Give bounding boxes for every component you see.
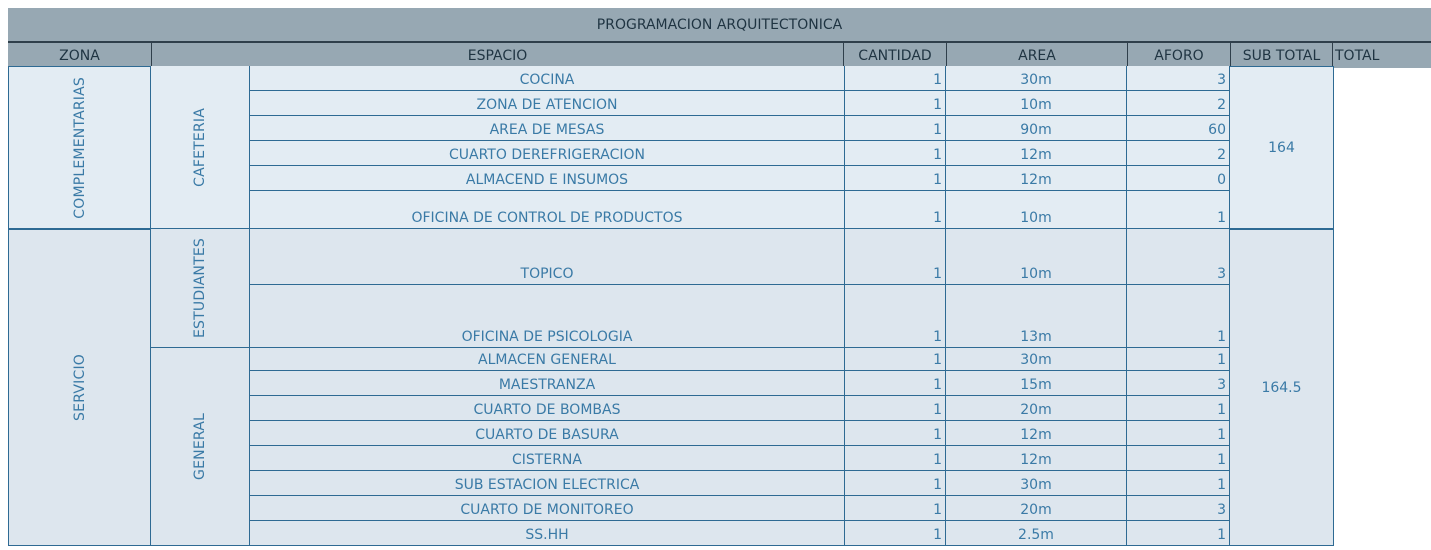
area-cell-text: 90m <box>1020 122 1052 138</box>
area-cell <box>946 521 1127 546</box>
area-cell-text: 10m <box>1020 266 1052 282</box>
espacio-cell <box>250 421 845 446</box>
aforo-cell <box>1127 66 1230 91</box>
area-cell-text: 15m <box>1020 377 1052 393</box>
area-cell-text: 10m <box>1020 210 1052 226</box>
aforo-cell <box>1127 141 1230 166</box>
espacio-cell <box>250 496 845 521</box>
cantidad-cell-text: 1 <box>933 377 942 393</box>
cantidad-cell-text: 1 <box>933 452 942 468</box>
espacio-cell <box>250 396 845 421</box>
header-zona: ZONA <box>8 41 151 68</box>
group-label: ESTUDIANTES <box>192 238 208 338</box>
aforo-cell-text: 1 <box>1217 477 1226 493</box>
cantidad-cell <box>845 371 946 396</box>
subtotal-cell <box>1230 229 1334 546</box>
area-cell-text: 13m <box>1020 329 1052 345</box>
cantidad-cell <box>845 348 946 371</box>
espacio-cell-text: CUARTO DE BASURA <box>475 427 619 443</box>
cantidad-cell-text: 1 <box>933 502 942 518</box>
area-cell-text: 12m <box>1020 427 1052 443</box>
cantidad-cell-text: 1 <box>933 172 942 188</box>
espacio-cell-text: ALMACEN GENERAL <box>478 352 616 368</box>
aforo-cell-text: 60 <box>1208 122 1226 138</box>
area-cell <box>946 229 1127 285</box>
cantidad-cell <box>845 446 946 471</box>
area-cell <box>946 371 1127 396</box>
espacio-cell <box>250 348 845 371</box>
cantidad-cell-text: 1 <box>933 122 942 138</box>
area-cell <box>946 471 1127 496</box>
group-label: CAFETERIA <box>192 107 208 187</box>
cantidad-cell <box>845 396 946 421</box>
area-cell-text: 10m <box>1020 97 1052 113</box>
espacio-cell-text: SS.HH <box>525 527 569 543</box>
cantidad-cell-text: 1 <box>933 477 942 493</box>
group-cell <box>151 229 250 348</box>
espacio-cell-text: TOPICO <box>520 266 574 282</box>
aforo-cell-text: 1 <box>1217 452 1226 468</box>
subtotal-value: 164.5 <box>1261 379 1302 396</box>
cantidad-cell-text: 1 <box>933 329 942 345</box>
area-cell-text: 20m <box>1020 402 1052 418</box>
espacio-cell <box>250 141 845 166</box>
espacio-cell-text: OFICINA DE CONTROL DE PRODUCTOS <box>411 210 683 226</box>
espacio-cell <box>250 191 845 229</box>
table-title: PROGRAMACION ARQUITECTONICA <box>8 8 1431 41</box>
espacio-cell-text: COCINA <box>519 72 575 88</box>
area-cell-text: 30m <box>1020 72 1052 88</box>
aforo-cell <box>1127 446 1230 471</box>
area-cell <box>946 191 1127 229</box>
area-cell-text: 30m <box>1020 477 1052 493</box>
area-cell-text: 12m <box>1020 147 1052 163</box>
cantidad-cell <box>845 521 946 546</box>
espacio-cell <box>250 66 845 91</box>
espacio-cell <box>250 446 845 471</box>
aforo-cell-text: 0 <box>1217 172 1226 188</box>
cantidad-cell-text: 1 <box>933 427 942 443</box>
espacio-cell-text: ALMACEND E INSUMOS <box>465 172 629 188</box>
espacio-cell <box>250 229 845 285</box>
area-cell <box>946 396 1127 421</box>
zone-cell <box>8 229 151 546</box>
header-area: AREA <box>946 41 1127 68</box>
espacio-cell <box>250 471 845 496</box>
area-cell-text: 30m <box>1020 352 1052 368</box>
area-cell-text: 20m <box>1020 502 1052 518</box>
group-label: GENERAL <box>192 413 208 480</box>
area-cell-text: 12m <box>1020 172 1052 188</box>
aforo-cell <box>1127 166 1230 191</box>
aforo-cell-text: 1 <box>1217 427 1226 443</box>
aforo-cell <box>1127 116 1230 141</box>
aforo-cell-text: 3 <box>1217 502 1226 518</box>
aforo-cell <box>1127 91 1230 116</box>
zone-label: SERVICIO <box>71 354 88 421</box>
cantidad-cell <box>845 285 946 348</box>
header-subtotal: SUB TOTAL <box>1230 41 1332 68</box>
aforo-cell-text: 1 <box>1217 352 1226 368</box>
espacio-cell-text: CUARTO DE BOMBAS <box>473 402 621 418</box>
aforo-cell-text: 2 <box>1217 147 1226 163</box>
cantidad-cell-text: 1 <box>933 527 942 543</box>
aforo-cell <box>1127 348 1230 371</box>
espacio-cell-text: ZONA DE ATENCION <box>476 97 618 113</box>
aforo-cell-text: 3 <box>1217 377 1226 393</box>
aforo-cell-text: 1 <box>1217 527 1226 543</box>
area-cell <box>946 141 1127 166</box>
area-cell-text: 12m <box>1020 452 1052 468</box>
zone-cell <box>8 66 151 229</box>
espacio-cell <box>250 166 845 191</box>
espacio-cell <box>250 285 845 348</box>
aforo-cell-text: 2 <box>1217 97 1226 113</box>
espacio-cell-text: CUARTO DEREFRIGERACION <box>448 147 646 163</box>
header-cantidad: CANTIDAD <box>843 41 946 68</box>
espacio-cell-text: CISTERNA <box>512 452 582 468</box>
area-cell <box>946 496 1127 521</box>
aforo-cell <box>1127 229 1230 285</box>
espacio-cell-text: MAESTRANZA <box>498 377 596 393</box>
aforo-cell-text: 1 <box>1217 402 1226 418</box>
cantidad-cell-text: 1 <box>933 72 942 88</box>
cantidad-cell-text: 1 <box>933 210 942 226</box>
aforo-cell-text: 1 <box>1217 210 1226 226</box>
cantidad-cell <box>845 91 946 116</box>
cantidad-cell <box>845 421 946 446</box>
zone-label: COMPLEMENTARIAS <box>71 76 88 219</box>
area-cell <box>946 91 1127 116</box>
header-total: TOTAL <box>1332 41 1431 68</box>
area-cell <box>946 421 1127 446</box>
cantidad-cell-text: 1 <box>933 97 942 113</box>
cantidad-cell <box>845 191 946 229</box>
aforo-cell <box>1127 396 1230 421</box>
cantidad-cell <box>845 141 946 166</box>
group-cell <box>151 348 250 546</box>
cantidad-cell <box>845 496 946 521</box>
aforo-cell <box>1127 496 1230 521</box>
espacio-cell <box>250 116 845 141</box>
area-cell <box>946 446 1127 471</box>
espacio-cell-text: AREA DE MESAS <box>489 122 605 138</box>
cantidad-cell-text: 1 <box>933 266 942 282</box>
area-cell <box>946 166 1127 191</box>
subtotal-cell <box>1230 66 1334 229</box>
aforo-cell <box>1127 191 1230 229</box>
espacio-cell <box>250 91 845 116</box>
espacio-cell <box>250 371 845 396</box>
cantidad-cell <box>845 229 946 285</box>
area-cell <box>946 116 1127 141</box>
aforo-cell-text: 1 <box>1217 329 1226 345</box>
espacio-cell-text: SUB ESTACION ELECTRICA <box>454 477 640 493</box>
subtotal-value: 164 <box>1268 139 1295 156</box>
cantidad-cell <box>845 166 946 191</box>
cantidad-cell-text: 1 <box>933 147 942 163</box>
aforo-cell <box>1127 421 1230 446</box>
cantidad-cell-text: 1 <box>933 402 942 418</box>
area-cell <box>946 348 1127 371</box>
aforo-cell <box>1127 285 1230 348</box>
group-cell <box>151 66 250 229</box>
area-cell-text: 2.5m <box>1018 527 1054 543</box>
espacio-cell <box>250 521 845 546</box>
cantidad-cell <box>845 66 946 91</box>
aforo-cell <box>1127 471 1230 496</box>
espacio-cell-text: CUARTO DE MONITOREO <box>460 502 634 518</box>
cantidad-cell <box>845 116 946 141</box>
espacio-cell-text: OFICINA DE PSICOLOGIA <box>461 329 633 345</box>
cantidad-cell <box>845 471 946 496</box>
area-cell <box>946 66 1127 91</box>
header-espacio: ESPACIO <box>151 41 843 68</box>
cantidad-cell-text: 1 <box>933 352 942 368</box>
aforo-cell-text: 3 <box>1217 72 1226 88</box>
aforo-cell-text: 3 <box>1217 266 1226 282</box>
aforo-cell <box>1127 371 1230 396</box>
aforo-cell <box>1127 521 1230 546</box>
header-aforo: AFORO <box>1127 41 1230 68</box>
area-cell <box>946 285 1127 348</box>
